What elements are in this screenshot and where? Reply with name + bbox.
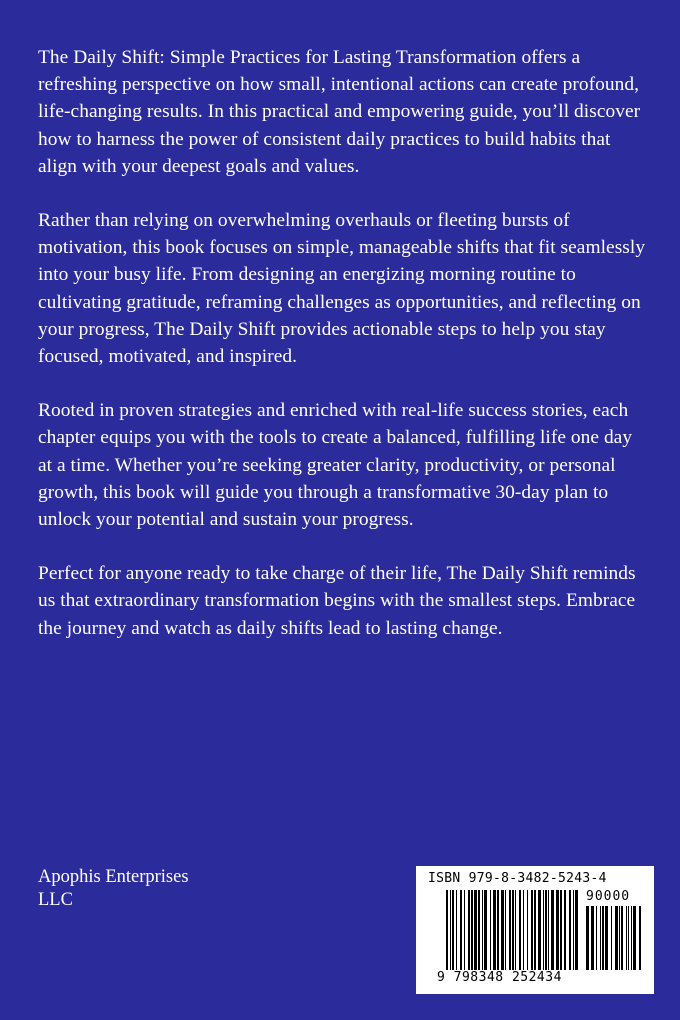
barcode-bar xyxy=(468,890,470,970)
description-paragraph-1: The Daily Shift: Simple Practices for Lasting Transformation offers a refreshing perspective on how small, intentional actions can create profound, life-changing results. In this practical and empowering guide, you’ll discover how to harness the power of consistent daily practices to build habits that align with your deepest goals and values. xyxy=(38,47,641,177)
barcode-bar xyxy=(564,890,566,970)
barcode-bar xyxy=(478,890,480,970)
isbn-barcode xyxy=(416,866,654,994)
book-description xyxy=(38,44,650,669)
barcode-bar xyxy=(471,890,473,970)
barcode-bar xyxy=(515,890,516,970)
barcode-bar xyxy=(591,906,594,970)
barcode-bar xyxy=(545,890,547,970)
barcode-bar xyxy=(474,890,477,970)
barcode-bar xyxy=(464,890,465,970)
addon-digits: 90000 xyxy=(586,889,631,904)
description-paragraph-2: Rather than relying on overwhelming overhauls or fleeting bursts of motivation, this book focuses on simple, manageable shifts that fit seamlessly into your busy life. From designing an energizing morning routine to cultivating gratitude, reframing challenges as opportunities, and reflecting on your progress, The Daily Shift provides actionable steps to help you stay focused, motivated, and inspired. xyxy=(38,210,646,368)
barcode-bar xyxy=(484,890,487,970)
barcode-bar xyxy=(446,890,448,970)
barcode-bar xyxy=(626,906,627,970)
barcode-bar xyxy=(611,906,612,970)
publisher-name xyxy=(38,866,189,912)
barcode-bar xyxy=(619,906,620,970)
barcode-bar xyxy=(531,890,533,970)
barcode-bar xyxy=(493,890,496,970)
barcode-bar xyxy=(596,906,597,970)
barcode-bar xyxy=(450,890,451,970)
barcode-bar xyxy=(556,890,559,970)
barcode-bar xyxy=(501,890,504,970)
barcode-bar xyxy=(621,906,623,970)
barcode-bar xyxy=(605,906,608,970)
barcode-bar xyxy=(548,890,549,970)
barcode-bar xyxy=(543,890,544,970)
barcode-bar xyxy=(482,890,483,970)
barcode-bar xyxy=(523,890,524,970)
description-paragraph-3: Rooted in proven strategies and enriched with real-life success stories, each chapter equips you with the tools to create a balanced, fulfilling life one day at a time. Whether you’re seeking greater clarity, productivity, or personal growth, this book will guide you through a transformative 30-day plan to unlock your potential and sustain your progress. xyxy=(38,400,633,531)
barcode-bar xyxy=(575,890,578,970)
barcode-bar xyxy=(615,906,618,970)
publisher-line-2: LLC xyxy=(38,890,73,910)
barcode-bar xyxy=(538,890,541,970)
description-paragraph-4: Perfect for anyone ready to take charge of their life, The Daily Shift reminds us that extraordinary transformation begins with the smallest steps. Embrace the journey and watch as daily shifts lead to lasting change. xyxy=(38,563,636,639)
barcode-bar xyxy=(527,890,528,970)
barcode-bar xyxy=(505,890,506,970)
barcode-bar xyxy=(460,890,462,970)
barcode-bar xyxy=(586,906,589,970)
barcode-bar xyxy=(497,890,499,970)
barcode-bar xyxy=(573,890,574,970)
barcode-bar xyxy=(633,906,636,970)
barcode-bar xyxy=(512,890,514,970)
barcode-bar xyxy=(569,890,571,970)
barcode-bar xyxy=(456,890,457,970)
barcode-bar xyxy=(602,906,604,970)
publisher-line-1: Apophis Enterprises xyxy=(38,867,189,887)
barcode-bar xyxy=(551,890,554,970)
barcode-bar xyxy=(600,906,601,970)
barcode-bar xyxy=(560,890,562,970)
barcode-bar xyxy=(519,890,521,970)
barcode-bar xyxy=(490,890,491,970)
isbn-label: ISBN 979-8-3482-5243-4 xyxy=(428,871,607,886)
barcode-bar xyxy=(631,906,632,970)
barcode-bar xyxy=(639,906,641,970)
ean-digits: 9 798348 252434 xyxy=(437,970,562,985)
barcode-bar xyxy=(452,890,454,970)
barcode-bar xyxy=(534,890,536,970)
barcode-bar xyxy=(509,890,511,970)
barcode-bar xyxy=(628,906,629,970)
